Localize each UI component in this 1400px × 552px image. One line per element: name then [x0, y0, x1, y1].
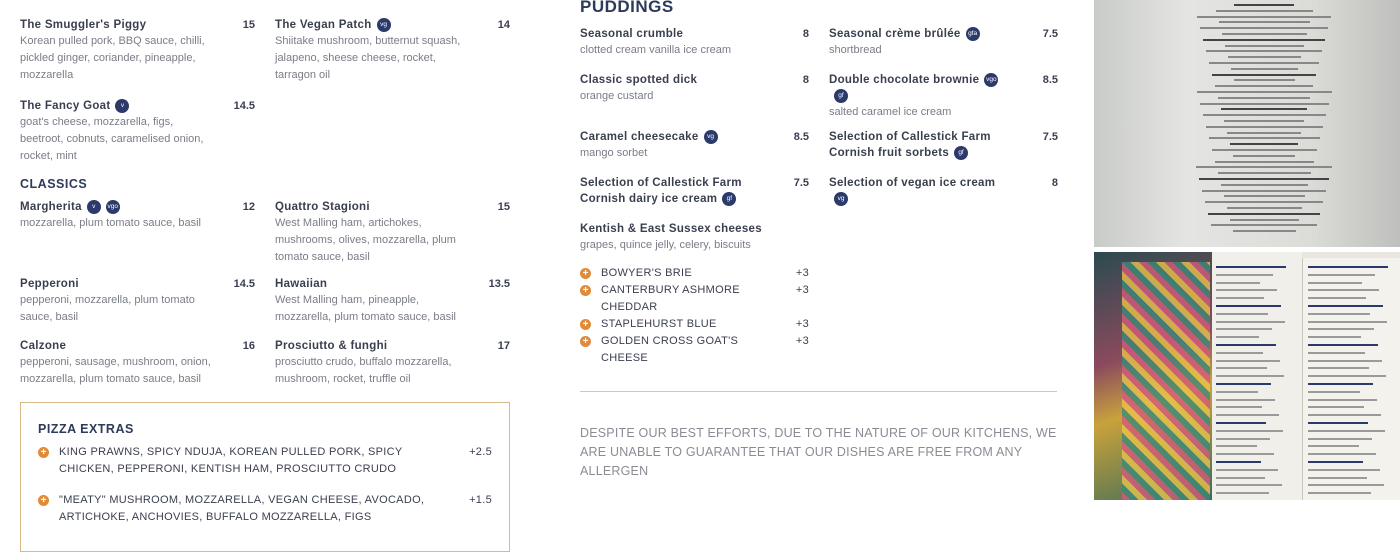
menu-item [829, 129, 1058, 167]
section-title-classics: CLASSICS [20, 177, 88, 191]
item-price: 8.5 [793, 131, 809, 143]
photo-text-line [1211, 224, 1317, 226]
menu-item [20, 338, 255, 390]
cheese-name: BOWYER'S BRIE [601, 267, 692, 279]
photo-text-line [1308, 438, 1372, 440]
photo-text-line [1216, 383, 1271, 385]
item-price: 13.5 [488, 278, 510, 290]
photo-text-line [1209, 62, 1319, 64]
item-name [829, 72, 1014, 104]
plus-icon: + [580, 268, 591, 279]
photo-text-line [1224, 120, 1304, 122]
kids-menu-photo [1094, 0, 1400, 247]
item-name-text: Selection of Callestick Farm Cornish dairy ice cream [580, 177, 742, 205]
item-name-text: Seasonal crumble [580, 28, 684, 40]
item-price: 8 [802, 74, 809, 86]
extra-price: +1.5 [469, 494, 492, 506]
photo-text-line [1225, 45, 1304, 47]
photo-text-line [1234, 79, 1295, 81]
photo-text-line [1308, 477, 1367, 479]
photo-text-line [1216, 344, 1276, 346]
item-price: 8 [802, 28, 809, 40]
item-name-text: The Smuggler's Piggy [20, 19, 147, 31]
dietary-badge-icon: v [115, 99, 129, 113]
photo-text-line [1205, 201, 1323, 203]
pizza-extras-title: PIZZA EXTRAS [38, 422, 134, 436]
cheese-price: +3 [795, 318, 809, 330]
photo-text-line [1197, 91, 1332, 93]
photo-text-line [1216, 399, 1275, 401]
item-name [275, 199, 466, 215]
item-name-text: Selection of vegan ice cream [829, 177, 996, 189]
menu-item [275, 17, 510, 84]
photo-text-line [1216, 430, 1283, 432]
item-price: 14.5 [233, 100, 255, 112]
item-description: Shiitake mushroom, butternut squash, jalapeno, sheese cheese, rocket, tarragon oil [275, 35, 461, 81]
cheese-price: +3 [795, 267, 809, 279]
menu-item [580, 175, 809, 213]
photo-text-line [1233, 155, 1295, 157]
photo-text-line [1308, 399, 1377, 401]
photo-text-line [1222, 33, 1307, 35]
photo-text-line [1219, 21, 1310, 23]
photo-text-line [1308, 321, 1387, 323]
dietary-badge-icon: vg [834, 192, 848, 206]
cheese-name: GOLDEN CROSS GOAT'S CHEESE [601, 335, 739, 364]
item-description: orange custard [580, 90, 654, 102]
item-name [20, 276, 211, 292]
photo-text-line [1308, 274, 1375, 276]
extra-text: KING PRAWNS, SPICY NDUJA, KOREAN PULLED PORK, SPICY CHICKEN, PEPPERONI, KENTISH HAM, PROSCIUTTO CRUDO [59, 446, 403, 475]
menu-item [20, 98, 255, 165]
cocktails-menu-photo [1094, 252, 1400, 500]
item-description: pepperoni, sausage, mushroom, onion, mozzarella, plum tomato sauce, basil [20, 356, 211, 385]
item-name [829, 26, 1014, 42]
item-description: West Malling ham, pineapple, mozzarella, plum tomato sauce, basil [275, 294, 456, 323]
item-name [580, 72, 765, 88]
cheese-name: CANTERBURY ASHMORE CHEDDAR [601, 284, 740, 313]
menu-grid [20, 199, 510, 390]
dietary-badge-icon: gf [722, 192, 736, 206]
photo-text-line [1215, 85, 1313, 87]
photo-text-line [1230, 219, 1299, 221]
menu-item [580, 72, 809, 121]
photo-text-line [1216, 453, 1274, 455]
photo-text-line [1224, 195, 1305, 197]
photo-text-line [1218, 172, 1311, 174]
photo-text-line [1308, 344, 1378, 346]
item-name [580, 26, 765, 42]
photo-text-line [1308, 484, 1384, 486]
item-name-text: Calzone [20, 340, 67, 352]
dietary-badge-icon: vg [377, 18, 391, 32]
item-name-text: Double chocolate brownie [829, 74, 980, 86]
item-description: shortbread [829, 44, 882, 56]
photo-text-line [1216, 352, 1263, 354]
photo-text-line [1216, 422, 1266, 424]
photo-text-line [1216, 297, 1264, 299]
item-description: mango sorbet [580, 147, 648, 159]
photo-text-line [1216, 328, 1272, 330]
puddings-menu [580, 0, 1058, 481]
item-description: pepperoni, mozzarella, plum tomato sauce, basil [20, 294, 195, 323]
photo-text-line [1216, 289, 1277, 291]
dietary-badge-icon: gfa [966, 27, 980, 41]
photo-text-line [1308, 414, 1381, 416]
photo-text-line [1308, 422, 1368, 424]
photo-text-line [1308, 469, 1380, 471]
plus-icon: + [38, 495, 49, 506]
item-price: 16 [242, 340, 255, 352]
photo-text-line [1216, 367, 1267, 369]
photo-text-line [1216, 461, 1261, 463]
item-name-text: The Fancy Goat [20, 100, 111, 112]
item-price: 15 [497, 201, 510, 213]
photo-text-line [1216, 360, 1280, 362]
photo-text-line [1230, 143, 1298, 145]
photo-text-line [1202, 190, 1326, 192]
photo-text-line [1228, 56, 1301, 58]
dietary-badge-icon: vgo [106, 200, 120, 214]
photo-text-line [1234, 4, 1294, 6]
cheese-option [580, 333, 809, 367]
photo-text-line [1216, 492, 1269, 494]
cheese-options [580, 265, 809, 367]
photo-text-line [1308, 352, 1365, 354]
photo-text-line [1221, 184, 1308, 186]
photo-text-line [1216, 282, 1260, 284]
menu-item [829, 26, 1058, 64]
item-description: grapes, quince jelly, celery, biscuits [580, 239, 751, 251]
item-name [20, 98, 211, 114]
item-description: clotted cream vanilla ice cream [580, 44, 732, 56]
item-name-text: Margherita [20, 201, 82, 213]
item-name-text: Classic spotted dick [580, 74, 698, 86]
photo-text-line [1308, 375, 1386, 377]
menu-item [580, 26, 809, 64]
photo-text-line [1308, 360, 1382, 362]
menu-grid [580, 26, 1058, 259]
item-description: West Malling ham, artichokes, mushrooms, olives, mozzarella, plum tomato sauce, basil [275, 217, 456, 263]
item-name [829, 175, 1014, 207]
photo-text-line [1216, 438, 1270, 440]
photo-text-line [1216, 406, 1262, 408]
plus-icon: + [580, 319, 591, 330]
photo-text-line [1308, 430, 1385, 432]
photo-text-line [1308, 266, 1388, 268]
extra-row [38, 444, 492, 478]
dietary-badge-icon: v [87, 200, 101, 214]
item-description: salted caramel ice cream [829, 106, 952, 118]
photo-text-line [1203, 39, 1325, 41]
item-name [20, 199, 211, 215]
menu-item [20, 199, 255, 266]
item-price: 14.5 [233, 278, 255, 290]
dietary-badge-icon: vg [704, 130, 718, 144]
photo-text-line [1308, 289, 1379, 291]
item-name [580, 129, 765, 145]
item-price: 17 [497, 340, 510, 352]
photo-text-line [1308, 282, 1362, 284]
menu-item [275, 199, 510, 266]
photo-text-line [1227, 132, 1301, 134]
plus-icon: + [580, 336, 591, 347]
item-price: 7.5 [793, 177, 809, 189]
photo-text-line [1216, 336, 1259, 338]
item-description: goat's cheese, mozzarella, figs, beetroot, cobnuts, caramelised onion, rocket, mint [20, 116, 204, 162]
photo-text-line [1308, 313, 1370, 315]
allergen-disclaimer: DESPITE OUR BEST EFFORTS, DUE TO THE NATURE OF OUR KITCHENS, WE ARE UNABLE TO GUARANTEE THAT OUR DISHES ARE FREE FROM ANY ALLERGEN [580, 426, 1057, 478]
photo-text-line [1216, 375, 1284, 377]
item-name [275, 338, 466, 354]
photo-text-line [1197, 16, 1331, 18]
photo-text-line [1308, 336, 1361, 338]
photo-text-line [1216, 313, 1268, 315]
cheese-name: STAPLEHURST BLUE [601, 318, 717, 330]
photo-text-line [1308, 297, 1366, 299]
cheese-option [580, 316, 809, 333]
menu-grid [20, 17, 510, 165]
item-name [20, 338, 211, 354]
menu-item [275, 338, 510, 390]
menu-item [20, 276, 255, 328]
item-description: mozzarella, plum tomato sauce, basil [20, 217, 201, 229]
item-name [20, 17, 211, 33]
photo-text-line [1206, 126, 1323, 128]
photo-text-line [1200, 27, 1328, 29]
extra-price: +2.5 [469, 446, 492, 458]
extra-row [38, 492, 492, 526]
item-name-text: Caramel cheesecake [580, 131, 699, 143]
item-name-text: Selection of Callestick Farm Cornish fruit sorbets [829, 131, 991, 159]
item-price: 15 [242, 19, 255, 31]
cheese-price: +3 [795, 284, 809, 296]
photo-text-line [1209, 137, 1320, 139]
dietary-badge-icon: gf [834, 89, 848, 103]
cheese-option [580, 265, 809, 282]
photo-text-line [1216, 305, 1281, 307]
photo-text-line [1216, 10, 1313, 12]
photo-text-line [1308, 461, 1363, 463]
extra-text: "MEATY" MUSHROOM, MOZZARELLA, VEGAN CHEESE, AVOCADO, ARTICHOKE, ANCHOVIES, BUFFALO MOZZARELLA, FIGS [59, 494, 425, 523]
item-name [580, 221, 765, 237]
menu-item [275, 276, 510, 328]
item-price: 8 [1051, 177, 1058, 189]
menu-item [829, 72, 1058, 121]
photo-text-line [1206, 50, 1322, 52]
item-price: 12 [242, 201, 255, 213]
photo-text-line [1208, 213, 1320, 215]
menu-item [580, 221, 809, 259]
item-name-text: Pepperoni [20, 278, 79, 290]
plus-icon: + [580, 285, 591, 296]
photo-text-line [1233, 230, 1296, 232]
item-name-text: Quattro Stagioni [275, 201, 370, 213]
photo-text-line [1212, 74, 1316, 76]
photo-text-line [1216, 321, 1285, 323]
item-name-text: Hawaiian [275, 278, 328, 290]
photo-text-line [1308, 305, 1383, 307]
photo-text-line [1216, 266, 1286, 268]
photo-text-line [1308, 492, 1371, 494]
photo-text-line [1227, 207, 1302, 209]
photo-text-line [1216, 391, 1258, 393]
item-name [275, 276, 466, 292]
item-name-text: Seasonal crème brûlée [829, 28, 961, 40]
item-price: 14 [497, 19, 510, 31]
item-description: Korean pulled pork, BBQ sauce, chilli, pickled ginger, coriander, pineapple, mozzarella [20, 35, 205, 81]
pizza-extras-box [20, 402, 510, 552]
photo-text-line [1308, 328, 1374, 330]
item-name [275, 17, 466, 33]
divider [580, 391, 1057, 392]
cheese-price: +3 [795, 335, 809, 347]
photo-text-line [1216, 274, 1273, 276]
item-name-text: The Vegan Patch [275, 19, 372, 31]
photo-text-line [1308, 383, 1373, 385]
dietary-badge-icon: gf [954, 146, 968, 160]
photo-text-line [1218, 97, 1310, 99]
photo-text-line [1216, 484, 1282, 486]
item-name-text: Prosciutto & funghi [275, 340, 388, 352]
item-name-text: Kentish & East Sussex cheeses [580, 223, 762, 235]
item-price: 8.5 [1042, 74, 1058, 86]
menu-item [829, 175, 1058, 213]
menu-item [580, 129, 809, 167]
item-description: prosciutto crudo, buffalo mozzarella, mushroom, rocket, truffle oil [275, 356, 452, 385]
plus-icon: + [38, 447, 49, 458]
photo-text-line [1308, 445, 1359, 447]
item-name [580, 175, 765, 207]
photo-text-line [1308, 453, 1376, 455]
photo-text-line [1215, 161, 1314, 163]
item-name [829, 129, 1014, 161]
photo-text-line [1200, 103, 1329, 105]
photo-text-line [1308, 391, 1360, 393]
photo-text-line [1216, 477, 1265, 479]
dietary-badge-icon: vgo [984, 73, 998, 87]
photo-text-line [1308, 406, 1364, 408]
section-title-puddings: PUDDINGS [580, 0, 674, 16]
photo-text-line [1221, 108, 1307, 110]
photo-text-line [1196, 166, 1332, 168]
photo-text-line [1199, 178, 1329, 180]
photo-text-line [1216, 469, 1278, 471]
menu-item [20, 17, 255, 84]
item-price: 7.5 [1042, 28, 1058, 40]
photo-text-line [1308, 367, 1369, 369]
photo-text-line [1203, 114, 1326, 116]
cheese-option [580, 282, 809, 316]
photo-text-line [1216, 445, 1257, 447]
item-price: 7.5 [1042, 131, 1058, 143]
photo-text-line [1216, 414, 1279, 416]
photo-text-line [1212, 149, 1317, 151]
pizza-menu [20, 17, 510, 552]
photo-text-line [1231, 68, 1298, 70]
